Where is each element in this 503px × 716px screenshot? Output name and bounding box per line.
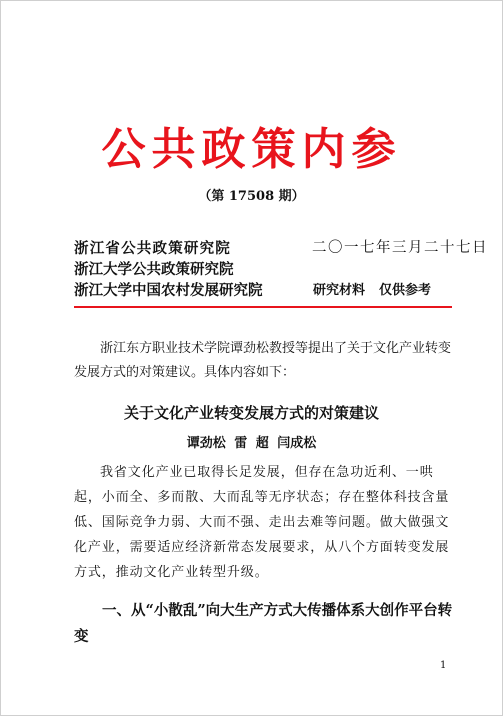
document-tags — [313, 280, 431, 301]
body-paragraph: 我省文化产业已取得长足发展，但存在急功近利、一哄起，小而全、多而散、大而乱等无序状态；存在整体科技含量低、国际竞争力弱、大而不强、走出去难等问题。做大做强文化产业，需要适应经济新常态发展要求，从八个方面转变发展方式，推动文化产业转型升级。 — [74, 465, 450, 580]
publication-date: 二〇一七年三月二十七日 — [312, 240, 488, 256]
issue-number: （第 17508 期） — [198, 189, 305, 204]
article-title: 关于文化产业转变发展方式的对策建议 — [123, 404, 379, 422]
organization-name: 浙江大学公共政策研究院 — [74, 261, 234, 278]
intro-paragraph: 浙江东方职业技术学院谭劲松教授等提出了关于文化产业转变发展方式的对策建议。具体内容如下： — [74, 341, 452, 380]
tag-for-reference-only: 仅供参考 — [379, 283, 432, 298]
header-divider — [74, 306, 452, 308]
organization-list — [74, 238, 263, 301]
tag-research-material: 研究材料 — [313, 283, 366, 298]
organization-name: 浙江省公共政策研究院 — [74, 240, 231, 257]
masthead-title: 公共政策内参 — [101, 124, 402, 175]
article-authors: 谭劲松 雷 超 闫成松 — [186, 436, 317, 451]
page-number: 1 — [440, 660, 447, 671]
section-heading: 一、从“小散乱”向大生产方式大传播体系大创作平台转变 — [74, 602, 453, 645]
organization-name: 浙江大学中国农村发展研究院 — [74, 282, 263, 299]
